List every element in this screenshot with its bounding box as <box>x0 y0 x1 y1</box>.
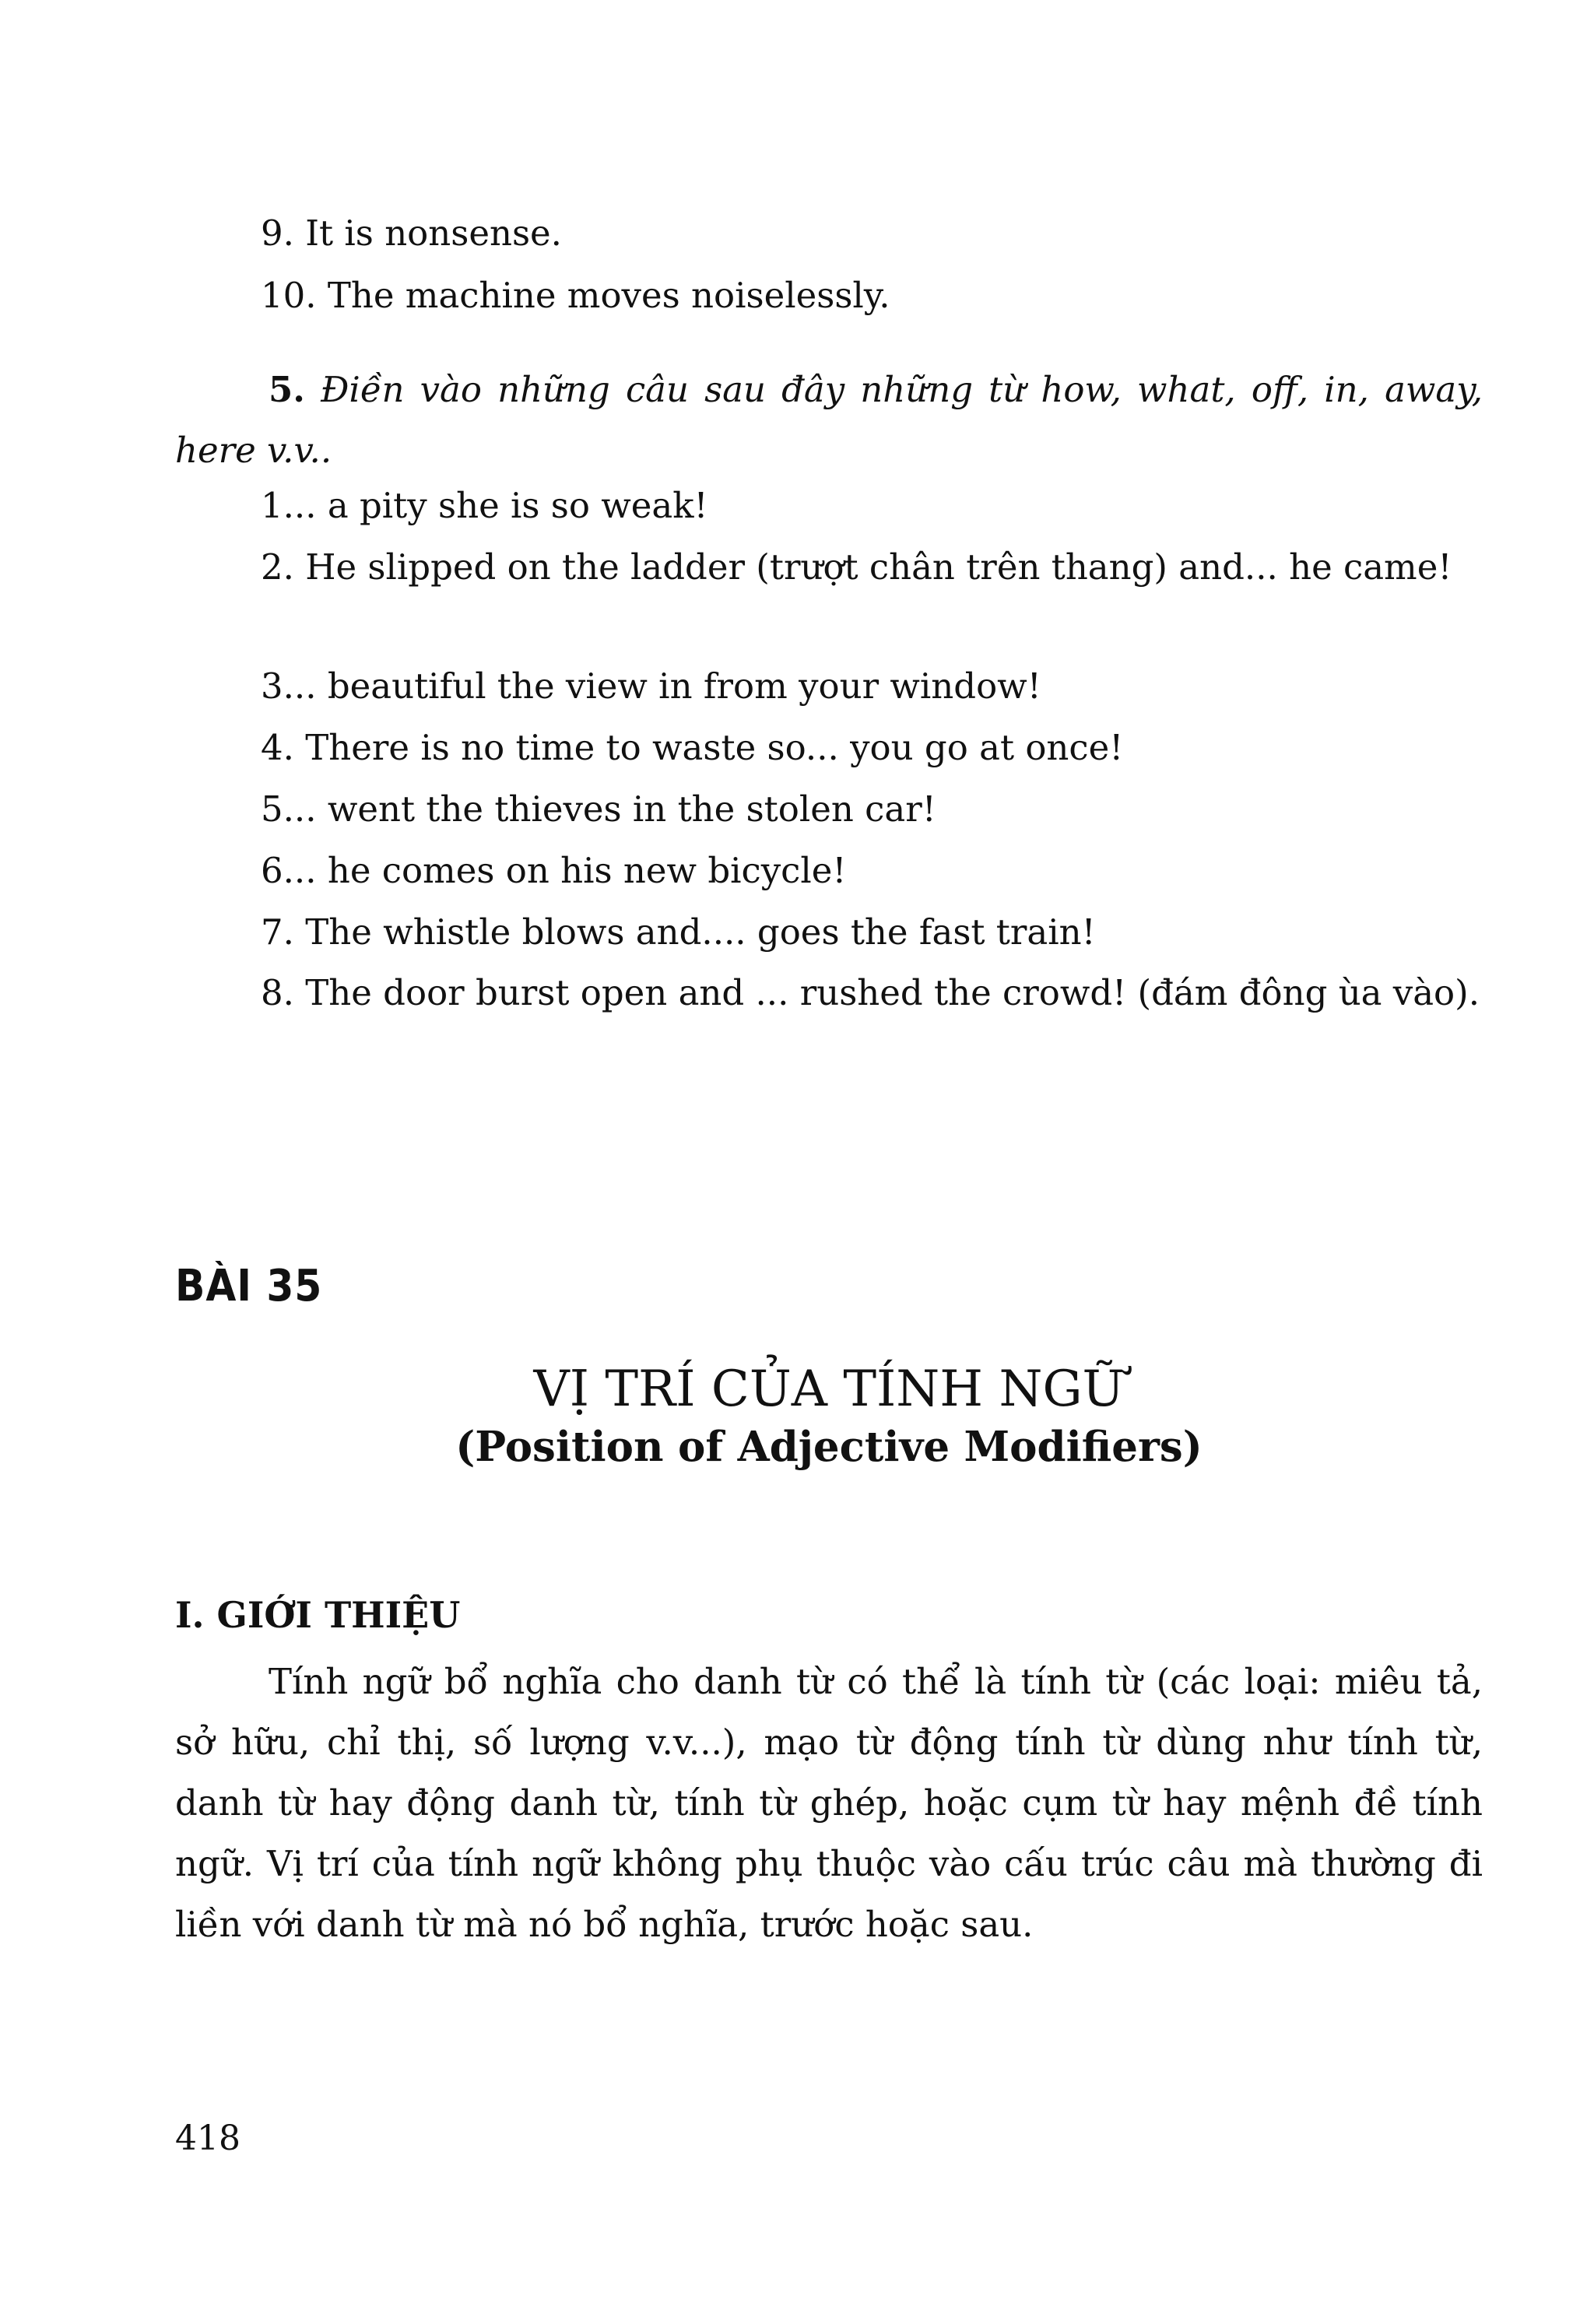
exercise-5-number: 5. <box>269 369 305 410</box>
exercise-5-instruction-text: Điền vào những câu sau đây những từ how, what, off, in, away, here v.v.. <box>175 369 1483 471</box>
exercise-5-item-3: 3... beautiful the view in from your window! <box>261 665 1041 707</box>
exercise-item-10: 10. The machine moves noiselessly. <box>261 275 890 316</box>
section-paragraph: Tính ngữ bổ nghĩa cho danh từ có thể là tính từ (các loại: miêu tả, sở hữu, chỉ thị, số lượng v.v...), mạo từ động tính từ dùng như tính từ, danh từ hay động danh từ, tính từ ghép, hoặc cụm từ hay mệnh đề tính ngữ. Vị trí của tính ngữ không phụ thuộc vào cấu trúc câu mà thường đi liền với danh từ mà nó bổ nghĩa, trước hoặc sau. <box>175 1661 1483 1945</box>
lesson-title-block <box>175 1358 1483 1473</box>
exercise-5-item-1: 1... a pity she is so weak! <box>261 485 708 526</box>
exercise-item-9: 9. It is nonsense. <box>261 212 562 254</box>
lesson-title: VỊ TRÍ CỦA TÍNH NGỮ <box>533 1360 1125 1418</box>
lesson-label: BÀI 35 <box>175 1261 323 1311</box>
page-number: 418 <box>175 2119 241 2158</box>
section-heading: I. GIỚI THIỆU <box>175 1594 461 1636</box>
exercise-5-item-2: 2. He slipped on the ladder (trượt chân trên thang) and... he came! <box>261 546 1452 588</box>
exercise-5-item-4: 4. There is no time to waste so... you go at once! <box>261 727 1124 768</box>
exercise-5-item-5: 5... went the thieves in the stolen car! <box>261 788 936 830</box>
exercise-5-item-7: 7. The whistle blows and.... goes the fast train! <box>261 911 1096 953</box>
exercise-5-instruction <box>175 360 1483 481</box>
exercise-5-item-6: 6... he comes on his new bicycle! <box>261 850 847 891</box>
lesson-subtitle: (Position of Adjective Modifiers) <box>455 1423 1203 1471</box>
exercise-5-item-8: 8. The door burst open and ... rushed the crowd! (đám đông ùa vào). <box>261 972 1480 1013</box>
